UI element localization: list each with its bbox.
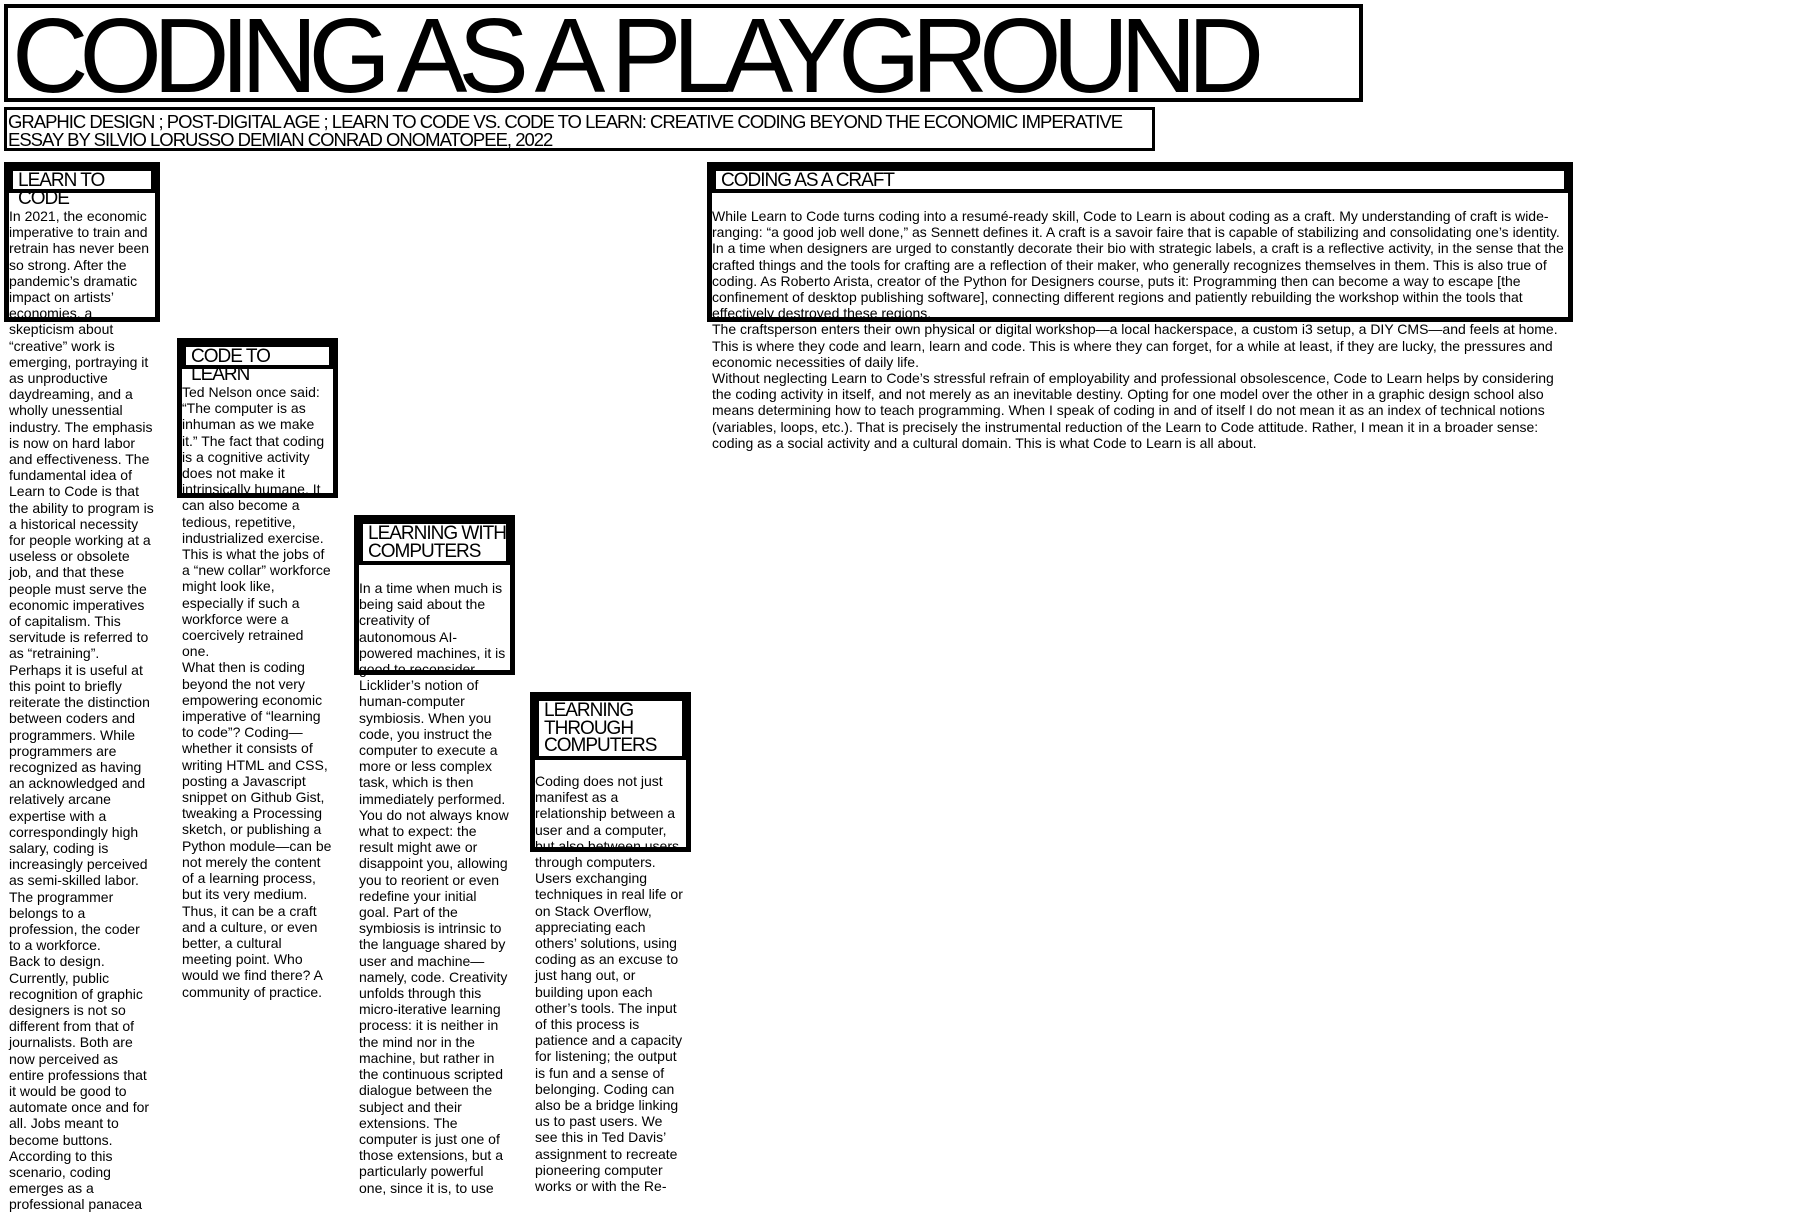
section-body: In 2021, the economic imperative to train and retrain has never been so strong. After the pandemic’s dramatic impact on artists’ economies, a skepticism about “creative” work is emerging, portraying it as unproductive daydreaming, and a wholly unessential industry. The emphasis is now on hard labor and effectiveness. The fundamental idea of Learn to Code is that the ability to program is a historical necessity for people working at a useless or obsolete job, and that these people must serve the economic imperatives of capitalism. This servitude is referred to as “retraining”. Perhaps it is useful at this point to briefly reiterate the distinction between coders and programmers. While programmers are recognized as having an acknowledged and relatively arcane expertise with a correspondingly high salary, coding is increasingly perceived as semi-skilled labor. The programmer belongs to a profession, the coder to a workforce. Back to design. Currently, public recognition of graphic designers is not so different from that of journalists. Both are now perceived as entire professions that it would be good to automate once and for all. Jobs meant to become buttons. According to this scenario, coding emerges as a professional panacea xyxy=(9,208,154,1213)
section-body: Ted Nelson once said: “The computer is as inhuman as we make it.” The fact that coding is a cognitive activity does not make it intrinsically humane. It can also become a tedious, repetitive, industrialized exercise. This is what the jobs of a “new collar” workforce might look like, especially if such a workforce were a coercively retrained one. What then is coding beyond the not very empowering economic imperative of “learning to code”? Coding—whether it consists of writing HTML and CSS, posting a Javascript snippet on Github Gist, tweaking a Processing sketch, or publishing a Python module—can be not merely the content of a learning process, but its very medium. Thus, it can be a craft and a culture, or even better, a cultural meeting point. Who would we find there? A community of practice. xyxy=(182,384,332,1000)
section-heading: CODE TO LEARN xyxy=(191,346,270,385)
title-box xyxy=(4,0,1363,115)
section-body: In a time when much is being said about the creativity of autonomous AI-powered machines, it is good to reconsider Licklider’s notion of human-computer symbiosis. When you code, you instruct the computer to execute a more or less complex task, which is then immediately performed. You do not always know what to expect: the result might awe or disappoint you, allowing you to reorient or even redefine your initial goal. Part of the symbiosis is intrinsic to the language shared by user and machine—namely, code. Creativity unfolds through this micro-iterative learning process: it is neither in the mind nor in the machine, but rather in the continuous scripted dialogue between the subject and their extensions. The computer is just one of those extensions, but a particularly powerful one, since it is, to use xyxy=(359,580,509,1196)
section-heading: LEARN TO CODE xyxy=(18,170,105,209)
subtitle-box xyxy=(4,107,1155,151)
section-body: Coding does not just manifest as a relationship between a user and a computer, but also between users through computers. Users exchanging techniques in real life or on Stack Overflow, appreciating each others’ solutions, using coding as an excuse to just hang out, or building upon each other’s tools. The input of this process is patience and a capacity for listening; the output is fun and a sense of belonging. Coding can also be a bridge linking us to past users. We see this in Ted Davis’ assignment to recreate pioneering computer works or with the Re- xyxy=(535,773,683,1195)
subtitle-topics: GRAPHIC DESIGN ; POST-DIGITAL AGE ; LEARN TO CODE VS. CODE TO LEARN: CREATIVE CODING BEYOND THE ECONOMIC IMPERATIVE xyxy=(8,111,1123,132)
section-heading-box xyxy=(9,167,155,209)
section-heading-box xyxy=(359,520,510,565)
section-heading-box xyxy=(535,697,686,760)
section-heading: LEARNING WITH COMPUTERS xyxy=(368,523,506,562)
section-body: While Learn to Code turns coding into a resumé-ready skill, Code to Learn is about coding as a craft. My understanding of craft is wide-ranging: “a good job well done,” as Sennett defines it. A craft is a savoir faire that is capable of stabilizing and consolidating one’s identity. In a time when designers are urged to constantly decorate their bio with strategic labels, a craft is a reflective activity, in the sense that the crafted things and the tools for crafting are a reflection of their maker, who generally recognizes themselves in them. This is also true of coding. As Roberto Arista, creator of the Python for Designers course, puts it: Programming then can become a way to escape [the confinement of desktop publishing software], connecting different regions and patiently rebuilding the workshop within the tools that effectively destroyed these regions. The craftsperson enters their own physical or digital workshop—a local hackerspace, a custom i3 setup, a DIY CMS—and feels at home. This is where they code and learn, learn and code. This is where they can forget, for a while at least, if they are lucky, the pressures and economic necessities of daily life. Without neglecting Learn to Code’s stressful refrain of employability and professional obsolescence, Code to Learn helps by considering the coding activity in itself, and not merely as an inevitable destiny. Opting for one model over the other in a graphic design school also means determining how to teach programming. When I speak of coding in and of itself I do not mean it as an index of technical notions (variables, loops, etc.). That is precisely the instrumental reduction of the Learn to Code attitude. Rather, I mean it in a broader sense: coding as a social activity and a cultural domain. This is what Code to Learn is all about. xyxy=(712,208,1564,451)
page-title: CODING AS A PLAYGROUND xyxy=(12,0,1256,115)
subtitle-credits: ESSAY BY SILVIO LORUSSO DEMIAN CONRAD ONOMATOPEE, 2022 xyxy=(8,128,553,150)
section-heading: LEARNING THROUGH COMPUTERS xyxy=(544,700,657,756)
section-heading-box xyxy=(182,343,333,385)
section-heading: CODING AS A CRAFT xyxy=(721,170,895,191)
section-heading-box xyxy=(712,167,1568,193)
